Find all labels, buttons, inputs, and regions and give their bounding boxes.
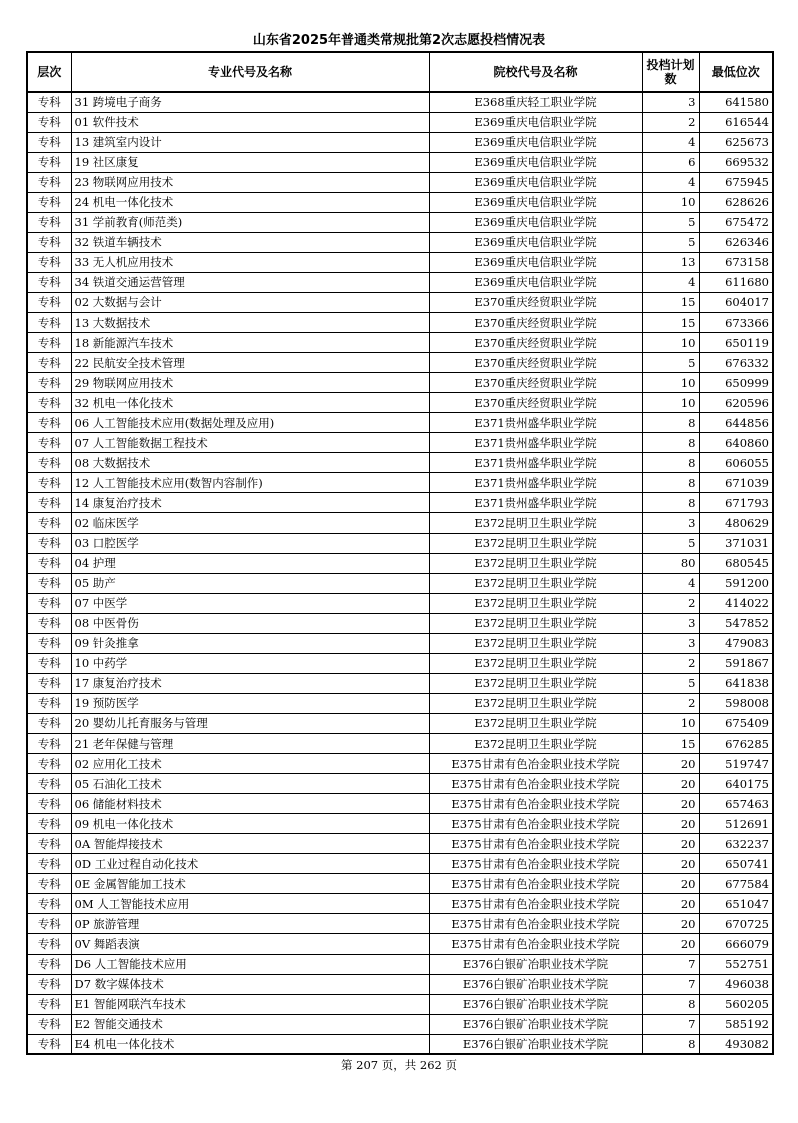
table-row: [27, 713, 773, 733]
cell-school: E369重庆电信职业学院: [429, 212, 642, 232]
cell-level: 专科: [27, 152, 71, 172]
cell-school: E372昆明卫生职业学院: [429, 673, 642, 693]
cell-school: E371贵州盛华职业学院: [429, 453, 642, 473]
table-row: [27, 693, 773, 713]
cell-school: E368重庆轻工职业学院: [429, 92, 642, 112]
cell-major: 13 大数据技术: [71, 313, 429, 333]
cell-rank: 644856: [699, 413, 773, 433]
cell-school: E372昆明卫生职业学院: [429, 734, 642, 754]
cell-school: E372昆明卫生职业学院: [429, 613, 642, 633]
table-row: [27, 553, 773, 573]
cell-major: 23 物联网应用技术: [71, 172, 429, 192]
cell-school: E376白银矿冶职业技术学院: [429, 954, 642, 974]
cell-level: 专科: [27, 212, 71, 232]
table-row: [27, 593, 773, 613]
cell-rank: 640175: [699, 774, 773, 794]
cell-level: 专科: [27, 794, 71, 814]
table-row: [27, 292, 773, 312]
table-body: [27, 92, 773, 1054]
cell-level: 专科: [27, 292, 71, 312]
cell-level: 专科: [27, 974, 71, 994]
cell-school: E375甘肃有色冶金职业技术学院: [429, 754, 642, 774]
cell-school: E376白银矿冶职业技术学院: [429, 1014, 642, 1034]
cell-plan: 3: [642, 92, 699, 112]
cell-rank: 669532: [699, 152, 773, 172]
cell-school: E372昆明卫生职业学院: [429, 593, 642, 613]
cell-level: 专科: [27, 673, 71, 693]
cell-rank: 657463: [699, 794, 773, 814]
table-row: [27, 573, 773, 593]
cell-level: 专科: [27, 954, 71, 974]
cell-level: 专科: [27, 994, 71, 1014]
cell-level: 专科: [27, 533, 71, 553]
cell-rank: 671039: [699, 473, 773, 493]
cell-level: 专科: [27, 814, 71, 834]
cell-level: 专科: [27, 413, 71, 433]
cell-major: E2 智能交通技术: [71, 1014, 429, 1034]
cell-plan: 4: [642, 573, 699, 593]
cell-level: 专科: [27, 92, 71, 112]
table-row: [27, 633, 773, 653]
cell-plan: 5: [642, 533, 699, 553]
cell-level: 专科: [27, 513, 71, 533]
table-row: [27, 272, 773, 292]
cell-plan: 10: [642, 333, 699, 353]
cell-plan: 5: [642, 353, 699, 373]
cell-major: 02 临床医学: [71, 513, 429, 533]
cell-major: 06 储能材料技术: [71, 794, 429, 814]
cell-rank: 625673: [699, 132, 773, 152]
table-row: [27, 954, 773, 974]
cell-level: 专科: [27, 493, 71, 513]
table-row: [27, 653, 773, 673]
cell-school: E375甘肃有色冶金职业技术学院: [429, 914, 642, 934]
cell-level: 专科: [27, 593, 71, 613]
table-row: [27, 513, 773, 533]
cell-school: E375甘肃有色冶金职业技术学院: [429, 854, 642, 874]
cell-major: 06 人工智能技术应用(数据处理及应用): [71, 413, 429, 433]
table-row: [27, 914, 773, 934]
cell-major: 12 人工智能技术应用(数智内容制作): [71, 473, 429, 493]
cell-level: 专科: [27, 613, 71, 633]
cell-school: E370重庆经贸职业学院: [429, 313, 642, 333]
cell-rank: 414022: [699, 593, 773, 613]
cell-plan: 8: [642, 453, 699, 473]
cell-rank: 675409: [699, 713, 773, 733]
cell-plan: 8: [642, 433, 699, 453]
cell-plan: 4: [642, 172, 699, 192]
cell-plan: 80: [642, 553, 699, 573]
cell-plan: 7: [642, 974, 699, 994]
cell-level: 专科: [27, 172, 71, 192]
table-row: [27, 252, 773, 272]
cell-plan: 20: [642, 854, 699, 874]
cell-plan: 10: [642, 373, 699, 393]
cell-rank: 560205: [699, 994, 773, 1014]
cell-plan: 8: [642, 413, 699, 433]
cell-rank: 598008: [699, 693, 773, 713]
cell-plan: 8: [642, 1034, 699, 1054]
cell-plan: 6: [642, 152, 699, 172]
cell-school: E370重庆经贸职业学院: [429, 353, 642, 373]
table-row: [27, 1014, 773, 1034]
table-row: [27, 353, 773, 373]
cell-level: 专科: [27, 874, 71, 894]
cell-plan: 5: [642, 232, 699, 252]
cell-school: E371贵州盛华职业学院: [429, 493, 642, 513]
cell-level: 专科: [27, 232, 71, 252]
cell-plan: 10: [642, 393, 699, 413]
table-row: [27, 433, 773, 453]
table-row: [27, 333, 773, 353]
cell-rank: 651047: [699, 894, 773, 914]
cell-major: 0E 金属智能加工技术: [71, 874, 429, 894]
cell-major: 05 助产: [71, 573, 429, 593]
cell-school: E369重庆电信职业学院: [429, 112, 642, 132]
table-row: [27, 934, 773, 954]
cell-school: E372昆明卫生职业学院: [429, 633, 642, 653]
table-row: [27, 874, 773, 894]
cell-major: 0V 舞蹈表演: [71, 934, 429, 954]
table-row: [27, 774, 773, 794]
cell-rank: 480629: [699, 513, 773, 533]
cell-major: 32 机电一体化技术: [71, 393, 429, 413]
cell-level: 专科: [27, 473, 71, 493]
cell-major: 32 铁道车辆技术: [71, 232, 429, 252]
cell-rank: 606055: [699, 453, 773, 473]
cell-school: E376白银矿冶职业技术学院: [429, 994, 642, 1014]
table-row: [27, 493, 773, 513]
cell-major: 07 人工智能数据工程技术: [71, 433, 429, 453]
cell-plan: 3: [642, 633, 699, 653]
cell-school: E369重庆电信职业学院: [429, 272, 642, 292]
header-major: 专业代号及名称: [71, 52, 429, 92]
table-row: [27, 132, 773, 152]
table-row: [27, 814, 773, 834]
cell-school: E372昆明卫生职业学院: [429, 533, 642, 553]
cell-rank: 611680: [699, 272, 773, 292]
table-row: [27, 413, 773, 433]
cell-major: 0A 智能焊接技术: [71, 834, 429, 854]
cell-level: 专科: [27, 774, 71, 794]
cell-level: 专科: [27, 192, 71, 212]
cell-rank: 632237: [699, 834, 773, 854]
cell-rank: 628626: [699, 192, 773, 212]
cell-rank: 604017: [699, 292, 773, 312]
cell-plan: 20: [642, 834, 699, 854]
cell-school: E372昆明卫生职业学院: [429, 713, 642, 733]
cell-plan: 3: [642, 613, 699, 633]
cell-rank: 671793: [699, 493, 773, 513]
cell-major: 09 针灸推拿: [71, 633, 429, 653]
table-header-row: [27, 52, 773, 92]
cell-level: 专科: [27, 693, 71, 713]
cell-level: 专科: [27, 914, 71, 934]
table-row: [27, 894, 773, 914]
cell-rank: 620596: [699, 393, 773, 413]
table-row: [27, 974, 773, 994]
cell-plan: 7: [642, 954, 699, 974]
cell-plan: 20: [642, 874, 699, 894]
cell-major: E1 智能网联汽车技术: [71, 994, 429, 1014]
table-row: [27, 313, 773, 333]
cell-plan: 7: [642, 1014, 699, 1034]
cell-major: 31 学前教育(师范类): [71, 212, 429, 232]
cell-rank: 650741: [699, 854, 773, 874]
cell-plan: 5: [642, 673, 699, 693]
cell-school: E370重庆经贸职业学院: [429, 333, 642, 353]
cell-school: E376白银矿冶职业技术学院: [429, 974, 642, 994]
cell-rank: 666079: [699, 934, 773, 954]
cell-school: E369重庆电信职业学院: [429, 132, 642, 152]
cell-plan: 2: [642, 593, 699, 613]
cell-rank: 496038: [699, 974, 773, 994]
cell-plan: 2: [642, 653, 699, 673]
cell-plan: 10: [642, 192, 699, 212]
cell-school: E375甘肃有色冶金职业技术学院: [429, 894, 642, 914]
cell-school: E375甘肃有色冶金职业技术学院: [429, 874, 642, 894]
cell-school: E369重庆电信职业学院: [429, 232, 642, 252]
cell-level: 专科: [27, 132, 71, 152]
cell-major: 13 建筑室内设计: [71, 132, 429, 152]
cell-level: 专科: [27, 573, 71, 593]
cell-level: 专科: [27, 393, 71, 413]
cell-major: 17 康复治疗技术: [71, 673, 429, 693]
cell-level: 专科: [27, 333, 71, 353]
cell-major: 0M 人工智能技术应用: [71, 894, 429, 914]
cell-major: D7 数字媒体技术: [71, 974, 429, 994]
table-row: [27, 393, 773, 413]
cell-school: E369重庆电信职业学院: [429, 172, 642, 192]
cell-major: 0P 旅游管理: [71, 914, 429, 934]
cell-school: E375甘肃有色冶金职业技术学院: [429, 934, 642, 954]
cell-major: 14 康复治疗技术: [71, 493, 429, 513]
cell-school: E371贵州盛华职业学院: [429, 473, 642, 493]
cell-school: E372昆明卫生职业学院: [429, 553, 642, 573]
cell-school: E372昆明卫生职业学院: [429, 653, 642, 673]
cell-rank: 640860: [699, 433, 773, 453]
cell-level: 专科: [27, 934, 71, 954]
cell-rank: 673158: [699, 252, 773, 272]
table-row: [27, 212, 773, 232]
cell-rank: 371031: [699, 533, 773, 553]
cell-major: 10 中药学: [71, 653, 429, 673]
cell-rank: 585192: [699, 1014, 773, 1034]
cell-rank: 670725: [699, 914, 773, 934]
cell-rank: 591867: [699, 653, 773, 673]
cell-major: 08 大数据技术: [71, 453, 429, 473]
cell-major: 09 机电一体化技术: [71, 814, 429, 834]
table-row: [27, 994, 773, 1014]
header-level: 层次: [27, 52, 71, 92]
cell-rank: 512691: [699, 814, 773, 834]
cell-rank: 493082: [699, 1034, 773, 1054]
header-school: 院校代号及名称: [429, 52, 642, 92]
cell-school: E372昆明卫生职业学院: [429, 693, 642, 713]
table-row: [27, 754, 773, 774]
cell-level: 专科: [27, 854, 71, 874]
table-row: [27, 172, 773, 192]
cell-plan: 20: [642, 894, 699, 914]
page-title: 山东省2025年普通类常规批第2次志愿投档情况表: [252, 33, 546, 48]
cell-major: 08 中医骨伤: [71, 613, 429, 633]
cell-plan: 2: [642, 112, 699, 132]
cell-plan: 4: [642, 272, 699, 292]
cell-rank: 616544: [699, 112, 773, 132]
cell-level: 专科: [27, 1014, 71, 1034]
cell-major: 18 新能源汽车技术: [71, 333, 429, 353]
table-row: [27, 1034, 773, 1054]
cell-plan: 2: [642, 693, 699, 713]
cell-level: 专科: [27, 353, 71, 373]
cell-level: 专科: [27, 734, 71, 754]
admission-table: [26, 51, 774, 1055]
cell-rank: 673366: [699, 313, 773, 333]
table-row: [27, 834, 773, 854]
table-row: [27, 92, 773, 112]
cell-rank: 675945: [699, 172, 773, 192]
cell-major: 04 护理: [71, 553, 429, 573]
table-row: [27, 533, 773, 553]
cell-rank: 650119: [699, 333, 773, 353]
cell-level: 专科: [27, 313, 71, 333]
cell-major: 01 软件技术: [71, 112, 429, 132]
cell-rank: 519747: [699, 754, 773, 774]
cell-plan: 5: [642, 212, 699, 232]
cell-plan: 13: [642, 252, 699, 272]
cell-level: 专科: [27, 553, 71, 573]
cell-rank: 641580: [699, 92, 773, 112]
cell-plan: 8: [642, 994, 699, 1014]
cell-plan: 15: [642, 734, 699, 754]
cell-school: E375甘肃有色冶金职业技术学院: [429, 774, 642, 794]
cell-school: E371贵州盛华职业学院: [429, 413, 642, 433]
cell-level: 专科: [27, 112, 71, 132]
cell-rank: 675472: [699, 212, 773, 232]
cell-major: 20 婴幼儿托育服务与管理: [71, 713, 429, 733]
cell-plan: 8: [642, 493, 699, 513]
cell-rank: 677584: [699, 874, 773, 894]
table-row: [27, 673, 773, 693]
cell-school: E375甘肃有色冶金职业技术学院: [429, 794, 642, 814]
cell-rank: 680545: [699, 553, 773, 573]
table-row: [27, 734, 773, 754]
table-row: [27, 112, 773, 132]
cell-school: E372昆明卫生职业学院: [429, 573, 642, 593]
cell-school: E369重庆电信职业学院: [429, 252, 642, 272]
cell-level: 专科: [27, 272, 71, 292]
cell-school: E375甘肃有色冶金职业技术学院: [429, 814, 642, 834]
cell-level: 专科: [27, 633, 71, 653]
cell-school: E370重庆经贸职业学院: [429, 373, 642, 393]
cell-level: 专科: [27, 453, 71, 473]
cell-rank: 626346: [699, 232, 773, 252]
cell-level: 专科: [27, 433, 71, 453]
cell-plan: 10: [642, 713, 699, 733]
cell-plan: 20: [642, 814, 699, 834]
cell-school: E375甘肃有色冶金职业技术学院: [429, 834, 642, 854]
table-row: [27, 854, 773, 874]
page-footer: 第 207 页，共 262 页: [340, 1058, 458, 1072]
cell-level: 专科: [27, 894, 71, 914]
header-rank: 最低位次: [699, 52, 773, 92]
cell-school: E372昆明卫生职业学院: [429, 513, 642, 533]
cell-plan: 15: [642, 313, 699, 333]
cell-major: 31 跨境电子商务: [71, 92, 429, 112]
cell-major: 0D 工业过程自动化技术: [71, 854, 429, 874]
cell-level: 专科: [27, 653, 71, 673]
cell-level: 专科: [27, 754, 71, 774]
cell-school: E369重庆电信职业学院: [429, 192, 642, 212]
cell-level: 专科: [27, 713, 71, 733]
cell-major: 21 老年保健与管理: [71, 734, 429, 754]
cell-major: 07 中医学: [71, 593, 429, 613]
cell-plan: 20: [642, 934, 699, 954]
cell-major: 19 预防医学: [71, 693, 429, 713]
table-row: [27, 232, 773, 252]
cell-plan: 4: [642, 132, 699, 152]
cell-plan: 20: [642, 914, 699, 934]
cell-major: D6 人工智能技术应用: [71, 954, 429, 974]
cell-school: E371贵州盛华职业学院: [429, 433, 642, 453]
cell-major: 19 社区康复: [71, 152, 429, 172]
cell-major: 02 大数据与会计: [71, 292, 429, 312]
cell-major: 24 机电一体化技术: [71, 192, 429, 212]
table-row: [27, 473, 773, 493]
cell-rank: 547852: [699, 613, 773, 633]
table-row: [27, 192, 773, 212]
cell-plan: 20: [642, 774, 699, 794]
table-row: [27, 794, 773, 814]
cell-school: E370重庆经贸职业学院: [429, 393, 642, 413]
cell-school: E376白银矿冶职业技术学院: [429, 1034, 642, 1054]
cell-rank: 591200: [699, 573, 773, 593]
cell-major: 05 石油化工技术: [71, 774, 429, 794]
cell-plan: 15: [642, 292, 699, 312]
cell-level: 专科: [27, 1034, 71, 1054]
cell-level: 专科: [27, 834, 71, 854]
cell-school: E370重庆经贸职业学院: [429, 292, 642, 312]
cell-major: 02 应用化工技术: [71, 754, 429, 774]
table-row: [27, 152, 773, 172]
cell-major: 22 民航安全技术管理: [71, 353, 429, 373]
cell-major: 34 铁道交通运营管理: [71, 272, 429, 292]
cell-major: 33 无人机应用技术: [71, 252, 429, 272]
cell-major: E4 机电一体化技术: [71, 1034, 429, 1054]
table-row: [27, 373, 773, 393]
cell-rank: 650999: [699, 373, 773, 393]
cell-rank: 676332: [699, 353, 773, 373]
cell-rank: 676285: [699, 734, 773, 754]
cell-level: 专科: [27, 252, 71, 272]
cell-plan: 8: [642, 473, 699, 493]
cell-plan: 20: [642, 754, 699, 774]
table-row: [27, 613, 773, 633]
cell-rank: 641838: [699, 673, 773, 693]
cell-plan: 20: [642, 794, 699, 814]
cell-major: 03 口腔医学: [71, 533, 429, 553]
cell-rank: 552751: [699, 954, 773, 974]
cell-school: E369重庆电信职业学院: [429, 152, 642, 172]
cell-level: 专科: [27, 373, 71, 393]
cell-rank: 479083: [699, 633, 773, 653]
cell-plan: 3: [642, 513, 699, 533]
table-row: [27, 453, 773, 473]
header-plan: 投档计划数: [642, 52, 699, 92]
cell-major: 29 物联网应用技术: [71, 373, 429, 393]
